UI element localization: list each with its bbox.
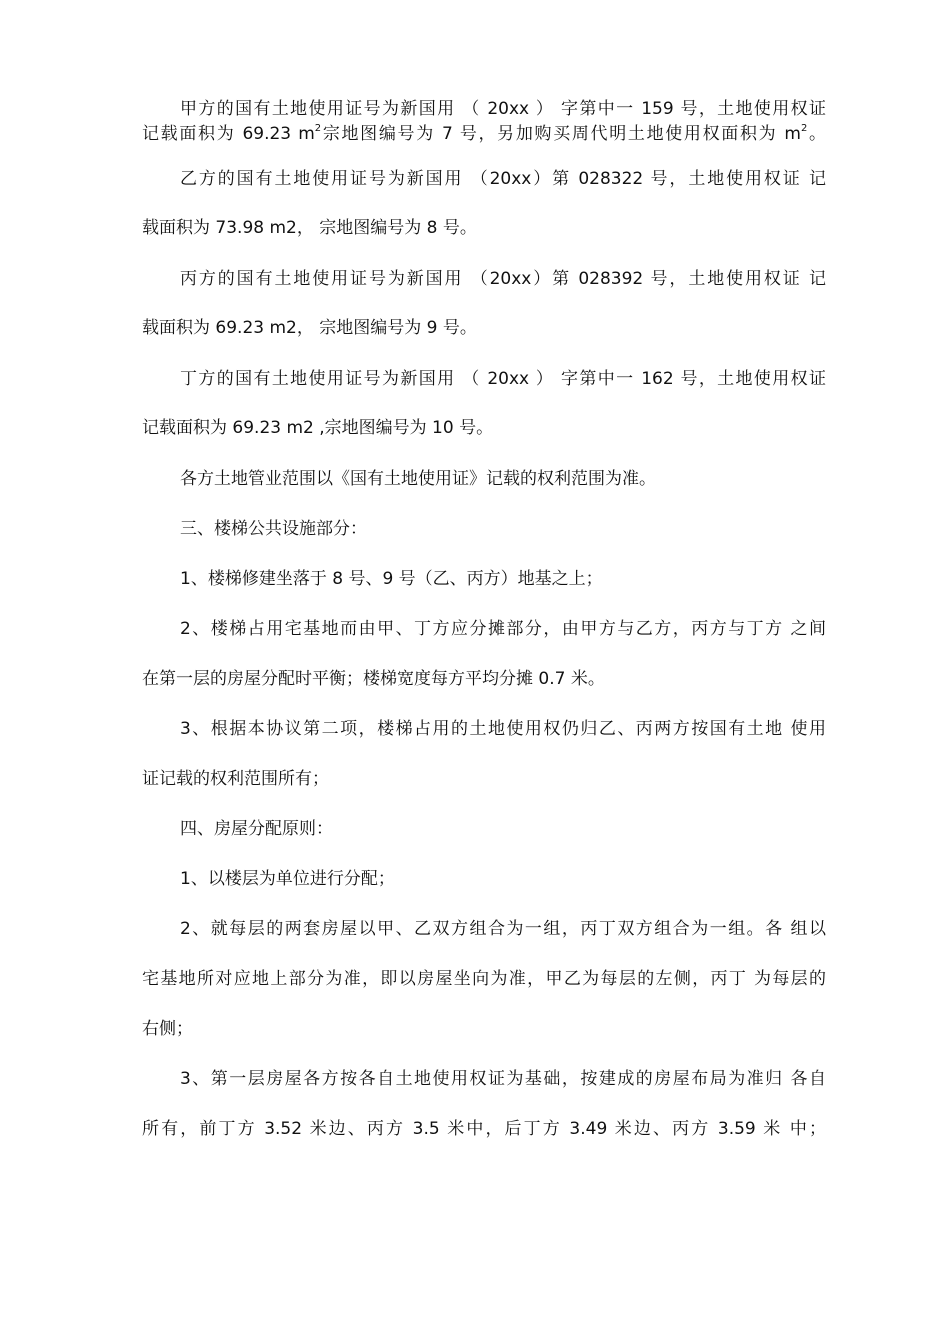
superscript: 2 — [314, 123, 322, 134]
paragraph-line: 载面积为 73.98 m2， 宗地图编号为 8 号。 — [142, 218, 477, 238]
superscript: 2 — [800, 123, 808, 134]
paragraph-line: 1、楼梯修建坐落于 8 号、9 号（乙、丙方）地基之上； — [180, 569, 603, 589]
paragraph-line: 各方土地管业范围以《国有土地使用证》记载的权利范围为准。 — [180, 469, 656, 489]
paragraph-line: 所有，前丁方 3.52 米边、丙方 3.5 米中，后丁方 3.49 米边、丙方 3.59 米 中； — [142, 1119, 826, 1139]
paragraph-line: 乙方的国有土地使用证号为新国用 （20xx）第 028322 号，土地使用权证 记 — [180, 169, 826, 189]
paragraph-line: 记载面积为 69.23 $m^2$宗地图编号为 7 号，另加购买周代明土地使用权面积为 $m^2$。 — [142, 123, 826, 144]
paragraph-line: 3、第一层房屋各方按各自土地使用权证为基础，按建成的房屋布局为准归 各自 — [180, 1069, 826, 1089]
section-heading: 四、房屋分配原则： — [180, 819, 333, 839]
paragraph-line: 丙方的国有土地使用证号为新国用 （20xx）第 028392 号，土地使用权证 记 — [180, 269, 826, 289]
paragraph-line: 2、楼梯占用宅基地而由甲、丁方应分摊部分，由甲方与乙方，丙方与丁方 之间 — [180, 619, 826, 639]
paragraph-line: 甲方的国有土地使用证号为新国用 （ 20xx ） 字第中一 159 号，土地使用权证 — [180, 99, 826, 119]
paragraph-line: 证记载的权利范围所有； — [142, 769, 329, 789]
paragraph-line: 右侧； — [142, 1019, 193, 1039]
paragraph-line: 丁方的国有土地使用证号为新国用 （ 20xx ） 字第中一 162 号，土地使用权证 — [180, 369, 826, 389]
paragraph-line: 2、就每层的两套房屋以甲、乙双方组合为一组，丙丁双方组合为一组。各 组以 — [180, 919, 826, 939]
paragraph-line: 载面积为 69.23 m2， 宗地图编号为 9 号。 — [142, 318, 477, 338]
paragraph-line: 在第一层的房屋分配时平衡；楼梯宽度每方平均分摊 0.7 米。 — [142, 669, 605, 689]
paragraph-line: 记载面积为 69.23 m2 ,宗地图编号为 10 号。 — [142, 418, 494, 438]
paragraph-line: 3、根据本协议第二项，楼梯占用的土地使用权仍归乙、丙两方按国有土地 使用 — [180, 719, 826, 739]
paragraph-line: 1、以楼层为单位进行分配； — [180, 869, 395, 889]
section-heading: 三、楼梯公共设施部分： — [180, 519, 367, 539]
paragraph-line: 宅基地所对应地上部分为准，即以房屋坐向为准，甲乙为每层的左侧，丙丁 为每层的 — [142, 969, 826, 989]
